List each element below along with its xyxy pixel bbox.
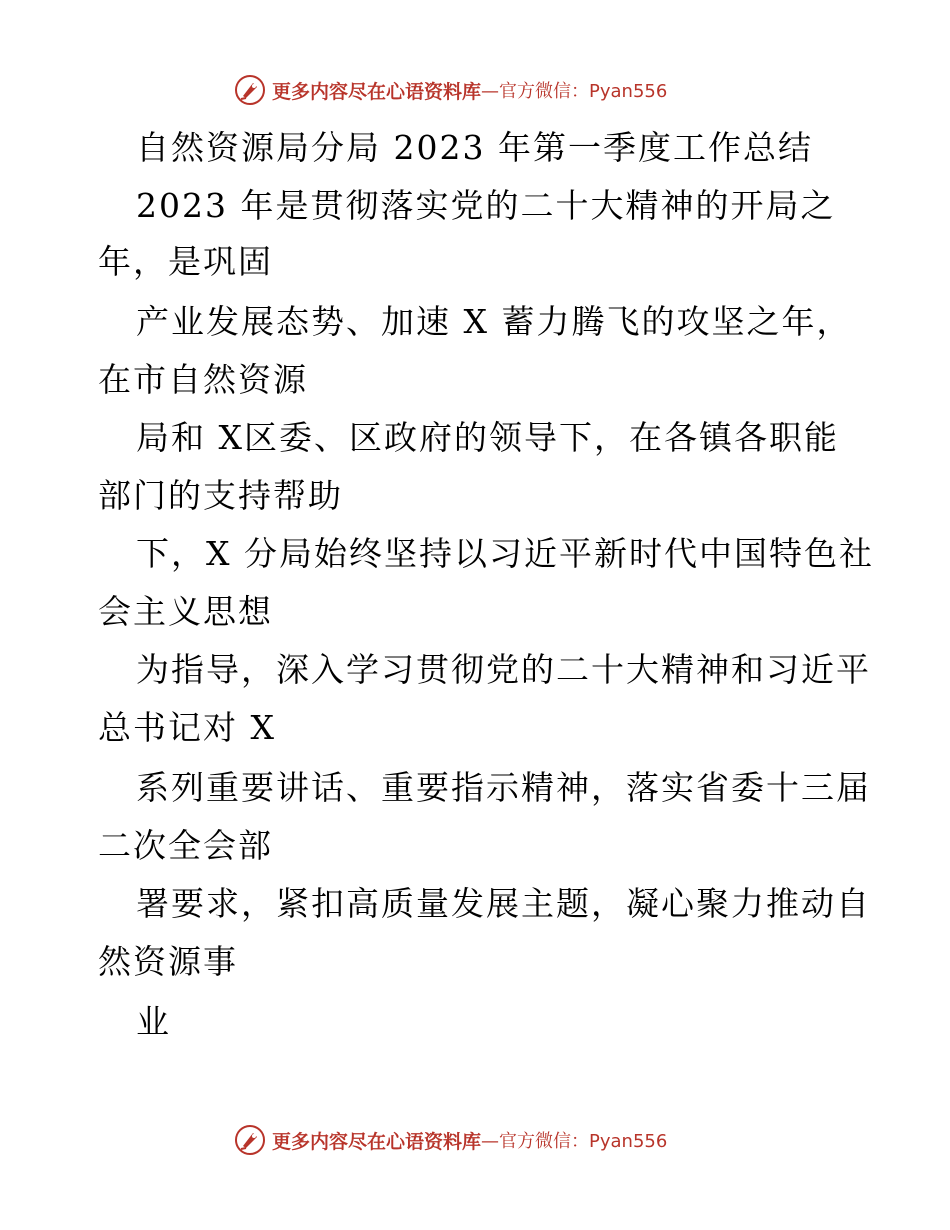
document-title: 自然资源局分局 2023 年第一季度工作总结	[136, 128, 813, 167]
watermark-wechat-text: —官方微信：Pyan556	[481, 1131, 668, 1152]
paragraph-line: 总书记对 X	[98, 708, 276, 747]
paragraph-line: 在市自然资源	[98, 360, 308, 399]
pen-nib-logo-icon	[234, 1124, 266, 1156]
paragraph-line: 署要求，紧扣高质量发展主题，凝心聚力推动自	[136, 884, 871, 923]
paragraph-line: 局和 X区委、区政府的领导下，在各镇各职能	[136, 418, 839, 457]
watermark-wechat-text: —官方微信：Pyan556	[481, 81, 668, 102]
watermark-main-text: 更多内容尽在心语资料库	[272, 80, 482, 103]
watermark-main-text: 更多内容尽在心语资料库	[272, 1130, 482, 1153]
paragraph-line: 为指导，深入学习贯彻党的二十大精神和习近平	[136, 650, 871, 689]
paragraph-line: 下，X 分局始终坚持以习近平新时代中国特色社	[136, 534, 874, 573]
paragraph-line: 部门的支持帮助	[98, 476, 343, 515]
paragraph-line: 业	[136, 1002, 171, 1041]
paragraph-line: 产业发展态势、加速 X 蓄力腾飞的攻坚之年，	[136, 302, 852, 341]
paragraph-line: 年，是巩固	[98, 242, 273, 281]
paragraph-line: 会主义思想	[98, 592, 273, 631]
paragraph-line: 二次全会部	[98, 826, 273, 865]
paragraph-line: 然资源事	[98, 942, 238, 981]
paragraph-line: 系列重要讲话、重要指示精神，落实省委十三届	[136, 768, 871, 807]
footer-watermark	[234, 1122, 667, 1158]
paragraph-line: 2023 年是贯彻落实党的二十大精神的开局之	[136, 186, 836, 225]
